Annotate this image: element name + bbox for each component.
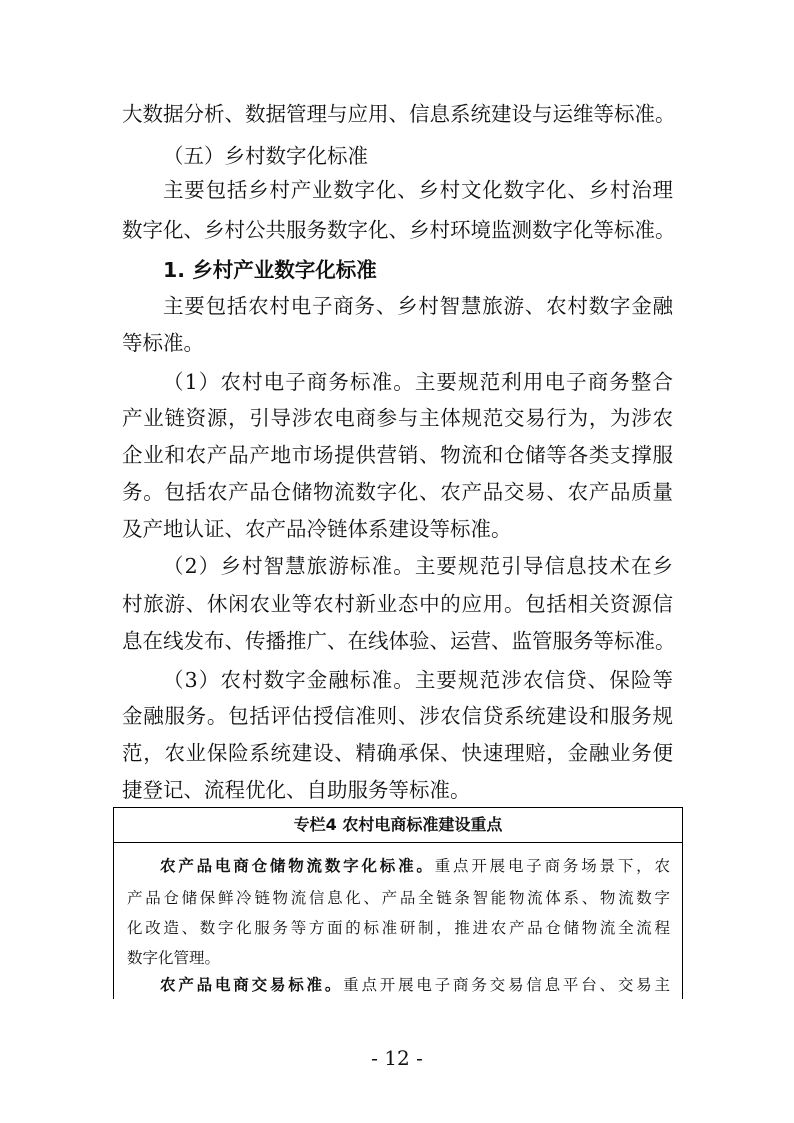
- paragraph-line: 等标准。: [122, 331, 204, 355]
- paragraph-line: 务。包括农产品仓储物流数字化、农产品交易、农产品质量: [122, 480, 673, 504]
- box-text: 重点开展电子商务交易信息平台、交易主: [343, 976, 670, 994]
- paragraph-line: 产业链资源，引导涉农电商参与主体规范交易行为，为涉农: [122, 406, 673, 430]
- special-column-box: [113, 807, 683, 999]
- box-title: 专栏4 农村电商标准建设重点: [114, 808, 682, 843]
- paragraph-line: 大数据分析、数据管理与应用、信息系统建设与运维等标准。: [122, 102, 676, 126]
- paragraph-line: （2）乡村智慧旅游标准。主要规范引导信息技术在乡: [163, 554, 673, 578]
- paragraph-line: 及产地认证、农产品冷链体系建设等标准。: [122, 517, 512, 541]
- paragraph-line: 金融服务。包括评估授信准则、涉农信贷系统建设和服务规: [122, 704, 673, 728]
- box-line: 数字化管理。: [127, 949, 221, 967]
- box-line: 化改造、数字化服务等方面的标准研制，推进农产品仓储物流全流程: [127, 919, 670, 937]
- page-number: - 12 -: [371, 1046, 423, 1070]
- box-line: 产品仓储保鲜冷链物流信息化、产品全链条智能物流体系、物流数字: [127, 889, 670, 907]
- paragraph-line: 捷登记、流程优化、自助服务等标准。: [122, 778, 471, 802]
- box-line: [160, 970, 670, 1000]
- subsection-heading: 1. 乡村产业数字化标准: [163, 258, 377, 282]
- paragraph-line: 息在线发布、传播推广、在线体验、运营、监管服务等标准。: [122, 629, 676, 653]
- box-item-heading: 农产品电商仓储物流数字化标准。: [160, 857, 435, 875]
- section-heading: （五）乡村数字化标准: [163, 144, 368, 168]
- paragraph-line: （1）农村电子商务标准。主要规范利用电子商务整合: [163, 370, 673, 394]
- box-item-heading: 农产品电商交易标准。: [160, 976, 344, 994]
- paragraph-line: （3）农村数字金融标准。主要规范涉农信贷、保险等: [163, 668, 673, 692]
- paragraph-line: 主要包括农村电子商务、乡村智慧旅游、农村数字金融: [163, 294, 673, 318]
- paragraph-line: 范，农业保险系统建设、精确承保、快速理赔，金融业务便: [122, 741, 673, 765]
- paragraph-line: 村旅游、休闲农业等农村新业态中的应用。包括相关资源信: [122, 592, 673, 616]
- box-text: 重点开展电子商务场景下，农: [434, 857, 670, 875]
- paragraph-line: 主要包括乡村产业数字化、乡村文化数字化、乡村治理: [163, 178, 673, 202]
- paragraph-line: 企业和农产品产地市场提供营销、物流和仓储等各类支撑服: [122, 443, 673, 467]
- paragraph-line: 数字化、乡村公共服务数字化、乡村环境监测数字化等标准。: [122, 218, 676, 242]
- box-line: [160, 851, 670, 881]
